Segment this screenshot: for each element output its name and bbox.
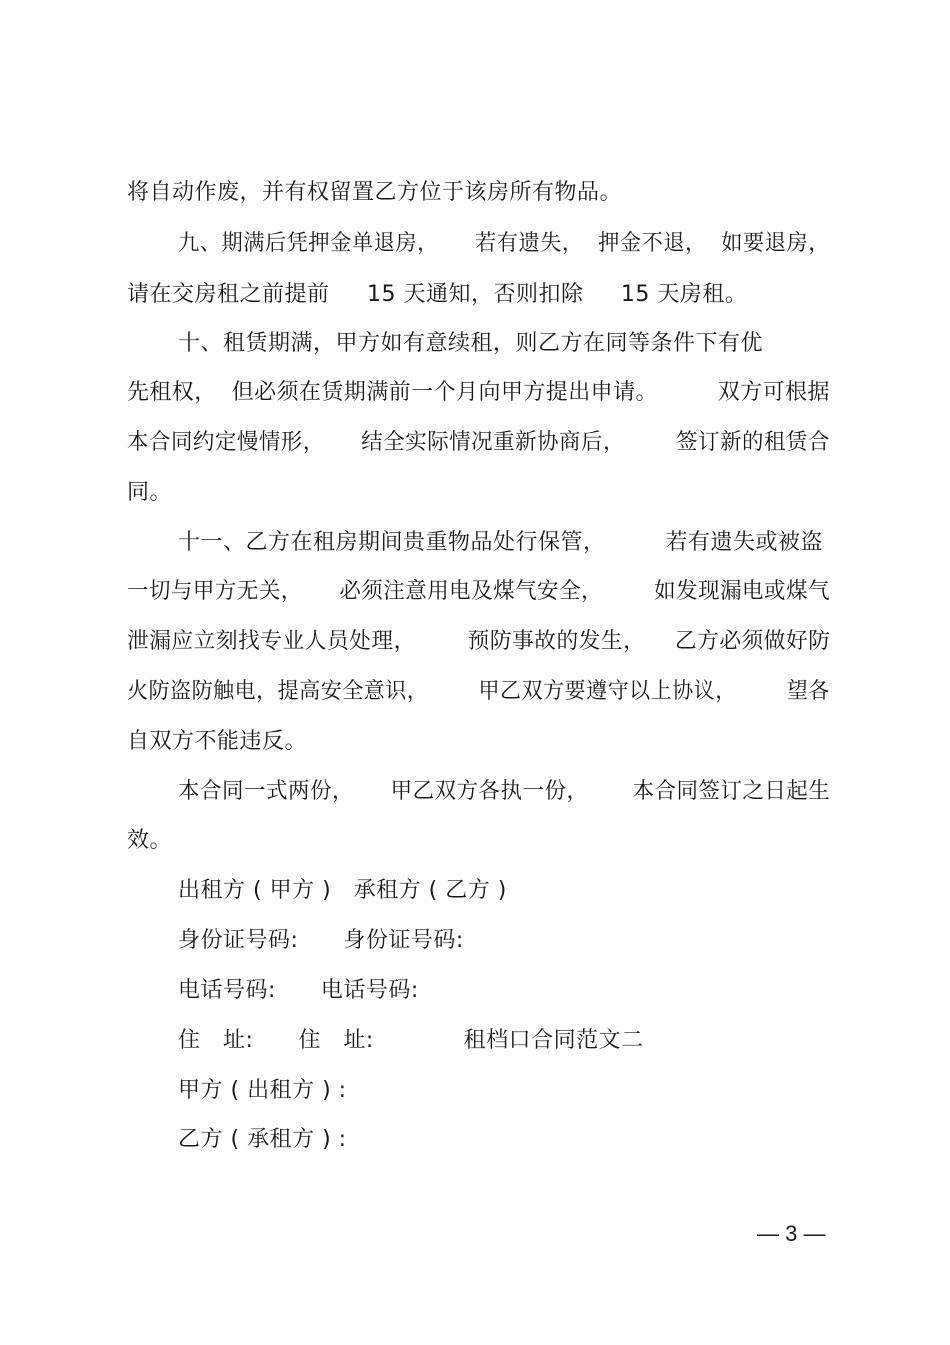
text-line-2: 九、期满后凭押金单退房， 若有遗失， 押金不退， 如要退房，: [178, 231, 830, 256]
text-line-8: 十一、乙方在租房期间贵重物品处行保管， 若有遗失或被盗: [178, 530, 823, 555]
text-line-13: 本合同一式两份， 甲乙双方各执一份， 本合同签订之日起生: [178, 779, 831, 804]
text-line-12: 自双方不能违反。: [127, 729, 308, 754]
text-line-3: 请在交房租之前提前 15 天通知，否则扣除 15 天房租。: [127, 282, 748, 307]
text-line-5: 先租权， 但必须在赁期满前一个月向甲方提出申请。 双方可根据: [127, 380, 830, 405]
text-line-18: 住 址: 住 址: 租档口合同范文二: [178, 1028, 644, 1053]
text-line-10: 泄漏应立刻找专业人员处理， 预防事故的发生， 乙方必须做好防: [127, 629, 831, 654]
text-line-20: 乙方 ( 承租方 ) :: [178, 1127, 347, 1152]
text-line-7: 同。: [127, 480, 173, 505]
page-number: — 3 —: [757, 1221, 826, 1246]
text-line-11: 火防盗防触电，提高安全意识， 甲乙双方要遵守以上协议， 望各: [127, 679, 830, 704]
text-line-1: 将自动作废，并有权留置乙方位于该房所有物品。: [127, 180, 623, 205]
text-line-17: 电话号码: 电话号码:: [178, 978, 419, 1003]
text-line-19: 甲方 ( 出租方 ) :: [178, 1078, 347, 1103]
text-line-9: 一切与甲方无关， 必须注意用电及煤气安全， 如发现漏电或煤气: [127, 579, 830, 604]
text-line-16: 身份证号码: 身份证号码:: [178, 928, 464, 953]
text-line-14: 效。: [127, 828, 173, 853]
text-line-6: 本合同约定慢情形， 结全实际情况重新协商后， 签订新的租赁合: [127, 430, 830, 455]
text-line-4: 十、租赁期满，甲方如有意续租，则乙方在同等条件下有优: [178, 331, 764, 356]
text-line-15: 出租方 ( 甲方 ) 承租方 ( 乙方 ): [178, 878, 507, 903]
